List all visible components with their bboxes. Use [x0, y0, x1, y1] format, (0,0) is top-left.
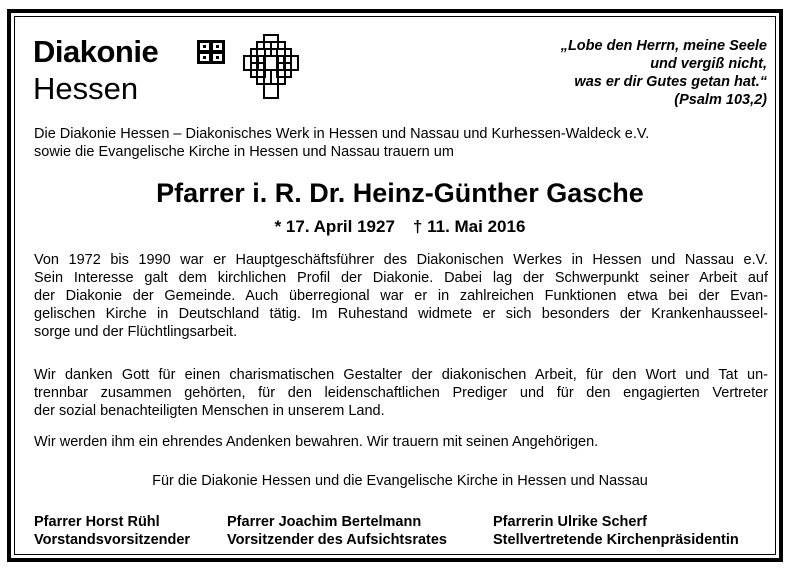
paragraph-line: sorge und der Flüchtlingsarbeit.	[34, 324, 238, 340]
life-dates	[0, 217, 800, 237]
intro-line: sowie die Evangelische Kirche in Hessen und Nassau trauern um	[34, 144, 454, 160]
paragraph-line: trennbar zusammen gehörten, für den leidenschaftlichen Prediger und für den engagierten Vertreter	[34, 385, 768, 401]
paragraph-line: Wir werden ihm ein ehrendes Andenken bewahren. Wir trauern mit seinen Angehörigen.	[34, 434, 599, 450]
quote-line: „Lobe den Herrn, meine Seele	[560, 38, 767, 54]
diakonie-cross-icon	[197, 40, 225, 64]
remembrance-paragraph	[34, 433, 768, 451]
death-date: † 11. Mai 2016	[412, 217, 526, 236]
quote-reference: (Psalm 103,2)	[674, 92, 767, 108]
paragraph-line: der Diakonie der Gemeinde. Auch überregional war er in zahlreichen Funktionen etwa bei der Evan-	[34, 288, 768, 304]
logo-title: Diakonie	[33, 34, 159, 69]
signature-block	[227, 513, 447, 549]
lattice-cross-icon	[243, 34, 299, 100]
paragraph-line: Von 1972 bis 1990 war er Hauptgeschäftsführer des Diakonischen Werkes in Hessen und Nassau e.V.	[34, 252, 768, 268]
signatory-name: Pfarrerin Ulrike Scherf	[493, 514, 647, 530]
gratitude-paragraph	[34, 366, 768, 420]
paragraph-line: Wir danken Gott für einen charismatischen Gestalter der diakonischen Arbeit, für den Wort und Tat un-	[34, 367, 768, 383]
deceased-name: Pfarrer i. R. Dr. Heinz-Günther Gasche	[156, 178, 644, 208]
paragraph-line: Sein Interesse galt dem kirchlichen Profil der Diakonie. Dabei lag der Schwerpunkt seiner Arbeit auf	[34, 270, 768, 286]
logo-subtitle: Hessen	[33, 71, 139, 106]
signatory-name: Pfarrer Joachim Bertelmann	[227, 514, 422, 530]
signature-block	[493, 513, 739, 549]
paragraph-line: der sozial benachteiligten Menschen in unserem Land.	[34, 403, 385, 419]
signatory-role: Stellvertretende Kirchenpräsidentin	[493, 532, 739, 548]
bible-quote	[561, 37, 767, 109]
on-behalf-line: Für die Diakonie Hessen und die Evangelische Kirche in Hessen und Nassau	[152, 473, 648, 489]
intro-text	[34, 125, 649, 161]
intro-line: Die Diakonie Hessen – Diakonisches Werk in Hessen und Nassau und Kurhessen-Waldeck e.V.	[34, 126, 650, 142]
signatory-name: Pfarrer Horst Rühl	[34, 514, 160, 530]
paragraph-line: gelischen Kirche in Deutschland tätig. Im Ruhestand widmete er sich besonders der Krankenhausseel-	[34, 306, 768, 322]
signatory-role: Vorsitzender des Aufsichtsrates	[227, 532, 447, 548]
biography-paragraph	[34, 251, 768, 341]
signature-block	[34, 513, 190, 549]
quote-line: was er dir Gutes getan hat.“	[574, 74, 767, 90]
quote-line: und vergiß nicht,	[650, 56, 767, 72]
signatory-role: Vorstandsvorsitzender	[34, 532, 191, 548]
birth-date: * 17. April 1927	[274, 217, 395, 236]
